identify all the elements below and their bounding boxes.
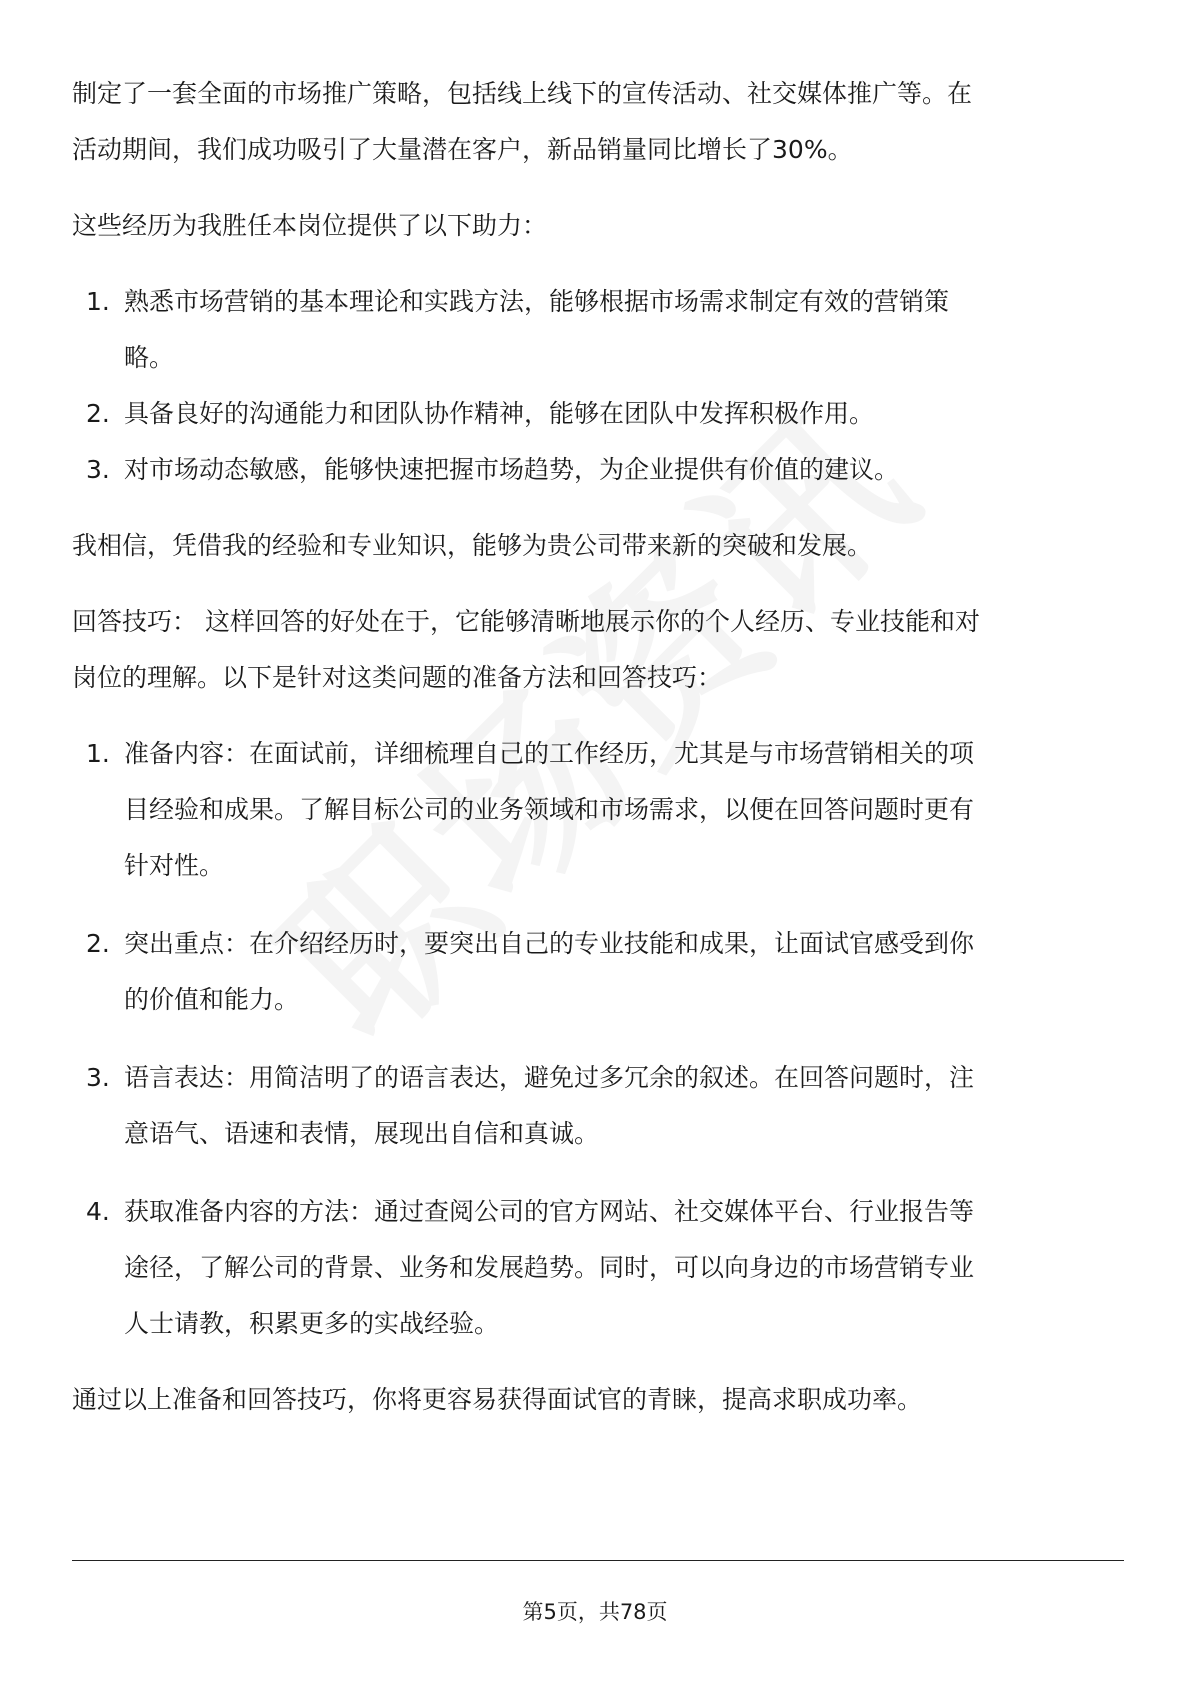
tips-intro-line: 回答技巧： 这样回答的好处在于，它能够清晰地展示你的个人经历、专业技能和对 [72,607,980,636]
page-number: 第5页，共78页 [522,1600,668,1624]
list-item-line: 语言表达：用简洁明了的语言表达，避免过多冗余的叙述。在回答问题时，注 [124,1063,975,1092]
list-number: 1. [86,287,110,316]
list-item-line: 获取准备内容的方法：通过查阅公司的官方网站、社交媒体平台、行业报告等 [124,1197,975,1226]
list-item [72,1050,1130,1162]
list-item-line: 意语气、语速和表情，展现出自信和真诚。 [124,1119,600,1148]
list-item [72,442,1130,498]
list-item-line: 熟悉市场营销的基本理论和实践方法，能够根据市场需求制定有效的营销策 [124,287,950,316]
list-number: 2. [86,399,110,428]
list-number: 3. [86,1063,110,1092]
list-item-line: 突出重点：在介绍经历时，要突出自己的专业技能和成果，让面试官感受到你 [124,929,975,958]
list-item-line: 针对性。 [124,851,225,880]
list-item-line: 对市场动态敏感，能够快速把握市场趋势，为企业提供有价值的建议。 [124,455,900,484]
list-number: 4. [86,1197,110,1226]
list-item [72,916,1130,1028]
belief-paragraph: 我相信，凭借我的经验和专业知识，能够为贵公司带来新的突破和发展。 [72,531,873,560]
closing-paragraph: 通过以上准备和回答技巧，你将更容易获得面试官的青睐，提高求职成功率。 [72,1385,923,1414]
list-number: 3. [86,455,110,484]
list-number: 1. [86,739,110,768]
help-lead-paragraph: 这些经历为我胜任本岗位提供了以下助力： [72,211,548,240]
intro-paragraph [72,66,1130,178]
list-item-line: 途径，了解公司的背景、业务和发展趋势。同时，可以向身边的市场营销专业 [124,1253,975,1282]
tips-list [72,726,1130,1352]
intro-line: 制定了一套全面的市场推广策略，包括线上线下的宣传活动、社交媒体推广等。在 [72,79,973,108]
list-item [72,274,1130,386]
list-item [72,1184,1130,1352]
list-item [72,386,1130,442]
intro-line: 活动期间，我们成功吸引了大量潜在客户，新品销量同比增长了30%。 [72,135,853,164]
list-number: 2. [86,929,110,958]
list-item-line: 人士请教，积累更多的实战经验。 [124,1309,500,1338]
help-list [72,274,1130,498]
list-item [72,726,1130,894]
list-item-line: 略。 [124,343,175,372]
tips-intro-paragraph [72,594,1130,706]
list-item-line: 具备良好的沟通能力和团队协作精神，能够在团队中发挥积极作用。 [124,399,875,428]
list-item-line: 的价值和能力。 [124,985,300,1014]
document-body [72,66,1130,1428]
list-item-line: 准备内容：在面试前，详细梳理自己的工作经历，尤其是与市场营销相关的项 [124,739,975,768]
footer-divider [72,1560,1124,1561]
list-item-line: 目经验和成果。了解目标公司的业务领域和市场需求，以便在回答问题时更有 [124,795,975,824]
tips-intro-line: 岗位的理解。以下是针对这类问题的准备方法和回答技巧： [72,663,723,692]
